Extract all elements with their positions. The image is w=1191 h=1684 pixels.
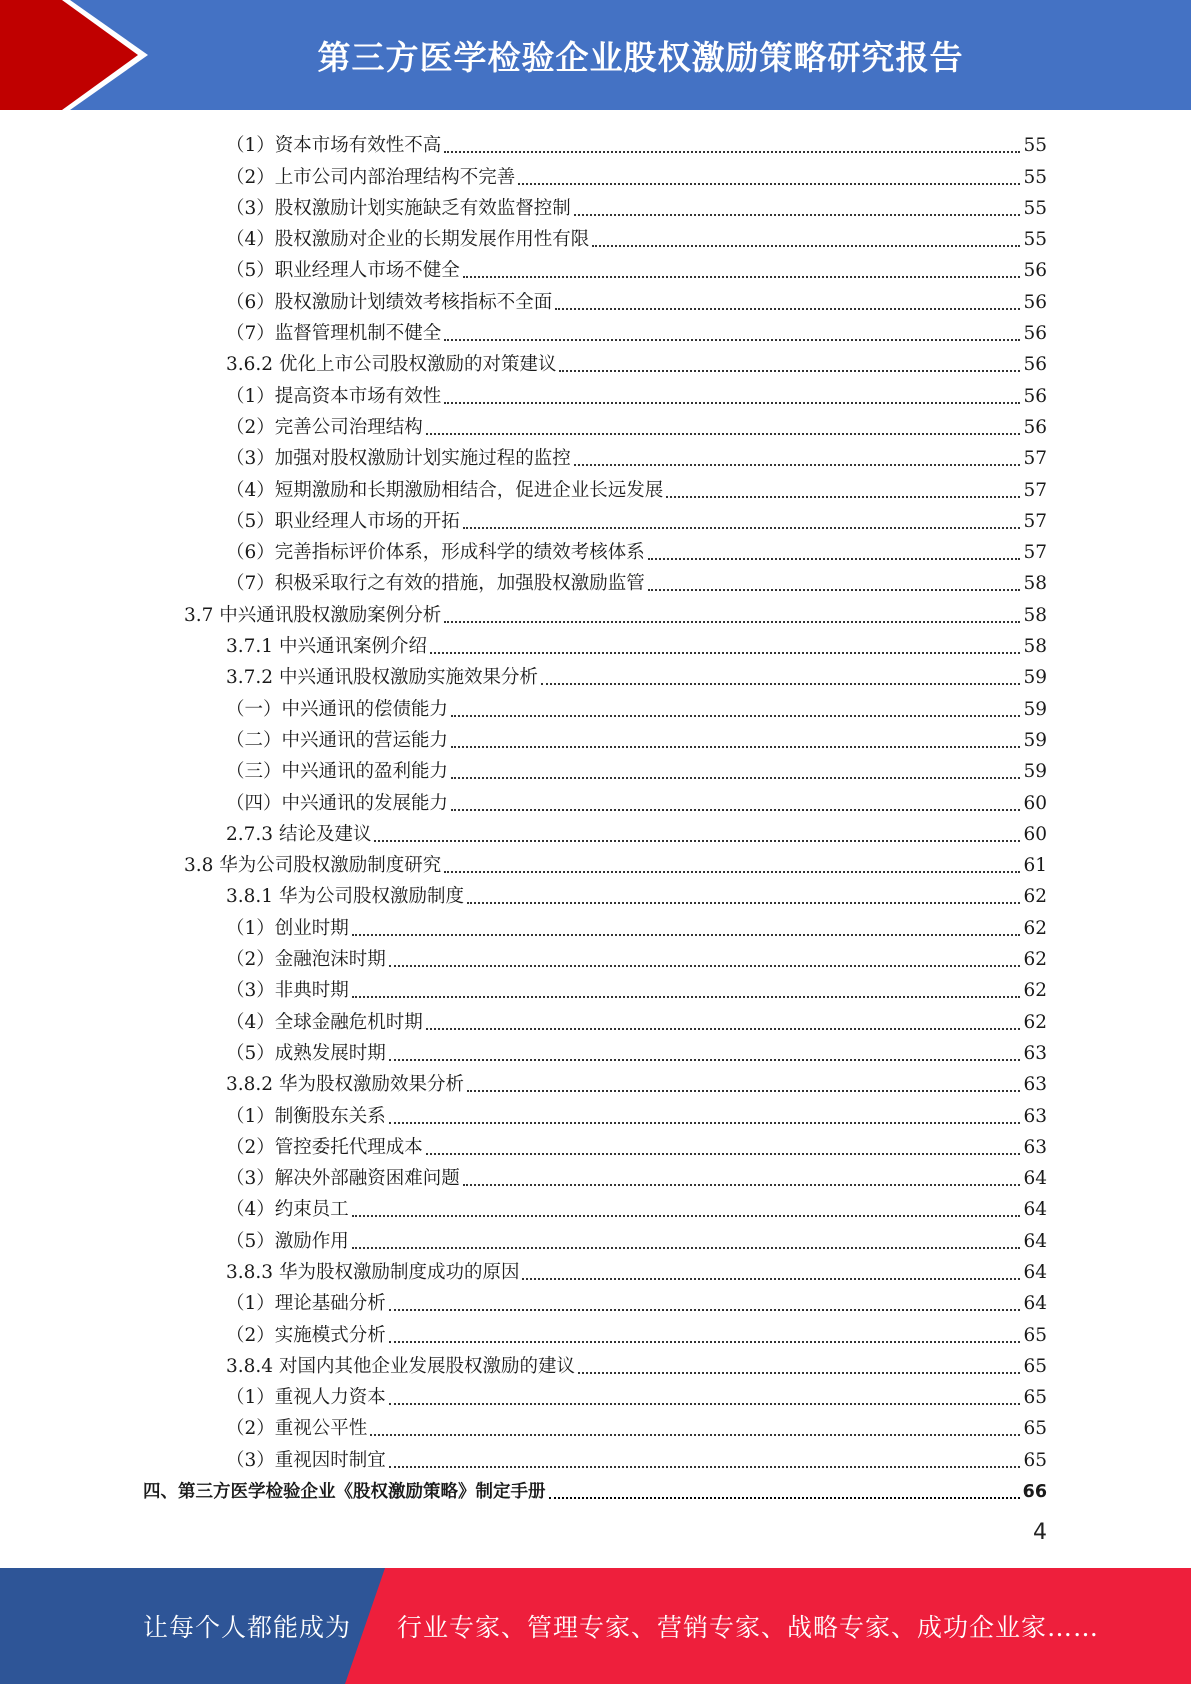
- toc-dot-leader: [426, 1153, 1020, 1155]
- toc-entry[interactable]: [0, 659, 1191, 690]
- toc-entry-page: 63: [1023, 1136, 1047, 1158]
- toc-dot-leader: [451, 715, 1020, 717]
- toc-entry[interactable]: [0, 847, 1191, 878]
- toc-entry[interactable]: [0, 722, 1191, 753]
- toc-entry[interactable]: [0, 565, 1191, 596]
- toc-entry[interactable]: [0, 1441, 1191, 1472]
- toc-entry[interactable]: [0, 1066, 1191, 1097]
- toc-entry-page: 66: [1022, 1482, 1047, 1503]
- toc-entry-page: 57: [1023, 448, 1047, 470]
- toc-dot-leader: [648, 589, 1020, 591]
- toc-dot-leader: [444, 151, 1020, 153]
- toc-dot-leader: [444, 402, 1020, 404]
- toc-entry-page: 64: [1023, 1168, 1047, 1190]
- toc-entry-label: （1）理论基础分析: [226, 1293, 386, 1315]
- toc-dot-leader: [467, 1090, 1020, 1092]
- toc-entry-page: 59: [1023, 729, 1047, 751]
- toc-entry[interactable]: [0, 221, 1191, 252]
- toc-dot-leader: [370, 1434, 1020, 1436]
- toc-entry-page: 64: [1023, 1230, 1047, 1252]
- toc-entry-page: 58: [1023, 604, 1047, 626]
- toc-entry-page: 56: [1023, 354, 1047, 376]
- toc-entry-page: 58: [1023, 636, 1047, 658]
- toc-entry-page: 64: [1023, 1293, 1047, 1315]
- toc-entry-page: 59: [1023, 667, 1047, 689]
- toc-entry[interactable]: [0, 409, 1191, 440]
- toc-entry-page: 55: [1023, 166, 1047, 188]
- toc-entry-label: 2.7.3 结论及建议: [226, 823, 372, 845]
- toc-entry-label: （5）职业经理人市场的开拓: [226, 510, 460, 532]
- toc-entry-page: 64: [1023, 1261, 1047, 1283]
- toc-dot-leader: [389, 965, 1020, 967]
- toc-entry[interactable]: [0, 283, 1191, 314]
- toc-dot-leader: [352, 1215, 1020, 1217]
- toc-entry-page: 55: [1023, 135, 1047, 157]
- toc-dot-leader: [541, 683, 1020, 685]
- toc-entry-label: 3.8.3 华为股权激励制度成功的原因: [226, 1261, 520, 1283]
- toc-entry[interactable]: [0, 503, 1191, 534]
- toc-entry[interactable]: [0, 1191, 1191, 1222]
- toc-entry-label: （2）金融泡沫时期: [226, 949, 386, 971]
- toc-entry[interactable]: [0, 252, 1191, 283]
- toc-entry[interactable]: [0, 190, 1191, 221]
- toc-entry[interactable]: [0, 1160, 1191, 1191]
- toc-entry-label: （3）加强对股权激励计划实施过程的监控: [226, 448, 571, 470]
- toc-entry-page: 59: [1023, 698, 1047, 720]
- toc-entry[interactable]: [0, 534, 1191, 565]
- toc-dot-leader: [578, 1372, 1020, 1374]
- toc-entry-page: 56: [1023, 260, 1047, 282]
- toc-entry[interactable]: [0, 878, 1191, 909]
- toc-entry-label: （7）监督管理机制不健全: [226, 323, 442, 345]
- toc-dot-leader: [451, 777, 1020, 779]
- toc-dot-leader: [463, 1184, 1020, 1186]
- toc-entry-label: （1）重视人力资本: [226, 1387, 386, 1409]
- toc-entry-label: （2）完善公司治理结构: [226, 416, 423, 438]
- toc-entry-label: 四、第三方医学检验企业《股权激励策略》制定手册: [143, 1482, 546, 1503]
- toc-entry-page: 57: [1023, 479, 1047, 501]
- toc-entry[interactable]: [0, 1379, 1191, 1410]
- toc-entry[interactable]: [0, 1285, 1191, 1316]
- toc-entry[interactable]: [0, 377, 1191, 408]
- toc-entry-page: 62: [1023, 1011, 1047, 1033]
- toc-entry-label: （1）提高资本市场有效性: [226, 385, 442, 407]
- footer-slogan-right: 行业专家、管理专家、营销专家、战略专家、成功企业家……: [397, 1613, 1100, 1642]
- toc-entry[interactable]: [0, 596, 1191, 627]
- toc-dot-leader: [389, 1122, 1020, 1124]
- toc-entry-label: （3）非典时期: [226, 980, 349, 1002]
- toc-entry-page: 60: [1023, 792, 1047, 814]
- toc-entry[interactable]: [0, 941, 1191, 972]
- toc-dot-leader: [451, 746, 1020, 748]
- toc-dot-leader: [522, 1278, 1020, 1280]
- toc-dot-leader: [389, 1466, 1020, 1468]
- toc-entry[interactable]: [0, 1473, 1191, 1504]
- toc-entry-page: 62: [1023, 886, 1047, 908]
- toc-dot-leader: [592, 245, 1020, 247]
- toc-entry-label: 3.7 中兴通讯股权激励案例分析: [184, 604, 442, 626]
- toc-entry-page: 62: [1023, 917, 1047, 939]
- toc-entry[interactable]: [0, 1222, 1191, 1253]
- header-banner: [0, 0, 1191, 110]
- toc-entry-page: 60: [1023, 823, 1047, 845]
- toc-dot-leader: [463, 276, 1020, 278]
- toc-entry[interactable]: [0, 1316, 1191, 1347]
- toc-entry-page: 56: [1023, 291, 1047, 313]
- toc-entry[interactable]: [0, 1003, 1191, 1034]
- toc-entry-page: 65: [1023, 1324, 1047, 1346]
- toc-entry-label: （2）上市公司内部治理结构不完善: [226, 166, 516, 188]
- toc-entry-page: 63: [1023, 1074, 1047, 1096]
- toc-dot-leader: [574, 214, 1020, 216]
- toc-entry-page: 63: [1023, 1105, 1047, 1127]
- toc-dot-leader: [426, 433, 1020, 435]
- toc-entry-label: （三）中兴通讯的盈利能力: [226, 761, 449, 783]
- toc-entry-label: （5）激励作用: [226, 1230, 349, 1252]
- toc-entry-page: 55: [1023, 197, 1047, 219]
- toc-dot-leader: [518, 183, 1020, 185]
- toc-entry-page: 57: [1023, 510, 1047, 532]
- toc-dot-leader: [574, 464, 1020, 466]
- toc-entry-label: （四）中兴通讯的发展能力: [226, 792, 449, 814]
- toc-entry-label: （4）股权激励对企业的长期发展作用性有限: [226, 229, 590, 251]
- toc-dot-leader: [444, 871, 1020, 873]
- toc-entry-label: （6）股权激励计划绩效考核指标不全面: [226, 291, 553, 313]
- toc-entry-label: （4）全球金融危机时期: [226, 1011, 423, 1033]
- toc-entry-label: （4）短期激励和长期激励相结合，促进企业长远发展: [226, 479, 664, 501]
- toc-entry[interactable]: [0, 784, 1191, 815]
- toc-entry-label: （1）制衡股东关系: [226, 1105, 386, 1127]
- toc-entry-label: （6）完善指标评价体系，形成科学的绩效考核体系: [226, 542, 645, 564]
- page-number: 4: [1033, 1520, 1047, 1545]
- toc-entry-page: 56: [1023, 385, 1047, 407]
- toc-entry-page: 65: [1023, 1355, 1047, 1377]
- toc-dot-leader: [374, 840, 1020, 842]
- toc-entry[interactable]: [0, 127, 1191, 158]
- toc-dot-leader: [549, 1497, 1021, 1499]
- toc-entry-label: （2）重视公平性: [226, 1418, 368, 1440]
- toc-entry-page: 58: [1023, 573, 1047, 595]
- toc-entry-page: 56: [1023, 416, 1047, 438]
- toc-entry-label: （5）成熟发展时期: [226, 1042, 386, 1064]
- toc-entry[interactable]: [0, 1129, 1191, 1160]
- document-title: 第三方医学检验企业股权激励策略研究报告: [317, 37, 964, 77]
- toc-dot-leader: [389, 1059, 1020, 1061]
- toc-entry-page: 61: [1023, 855, 1047, 877]
- toc-entry-label: 3.6.2 优化上市公司股权激励的对策建议: [226, 354, 557, 376]
- toc-entry-label: （2）实施模式分析: [226, 1324, 386, 1346]
- toc-dot-leader: [444, 621, 1020, 623]
- toc-entry[interactable]: [0, 909, 1191, 940]
- toc-entry-page: 65: [1023, 1449, 1047, 1471]
- toc-entry-label: （5）职业经理人市场不健全: [226, 260, 460, 282]
- toc-dot-leader: [426, 1028, 1020, 1030]
- toc-dot-leader: [430, 652, 1020, 654]
- toc-entry-label: 3.8.1 华为公司股权激励制度: [226, 886, 464, 908]
- toc-entry[interactable]: [0, 816, 1191, 847]
- toc-entry-label: 3.8.4 对国内其他企业发展股权激励的建议: [226, 1355, 575, 1377]
- toc-entry-page: 57: [1023, 542, 1047, 564]
- toc-dot-leader: [648, 558, 1020, 560]
- toc-entry[interactable]: [0, 753, 1191, 784]
- toc-entry[interactable]: [0, 1097, 1191, 1128]
- toc-dot-leader: [352, 1247, 1020, 1249]
- toc-entry-label: （一）中兴通讯的偿债能力: [226, 698, 449, 720]
- toc-dot-leader: [451, 809, 1020, 811]
- toc-entry-label: （7）积极采取行之有效的措施，加强股权激励监管: [226, 573, 645, 595]
- toc-dot-leader: [352, 996, 1020, 998]
- toc-dot-leader: [559, 370, 1020, 372]
- toc-entry[interactable]: [0, 1254, 1191, 1285]
- toc-dot-leader: [463, 527, 1020, 529]
- toc-entry[interactable]: [0, 346, 1191, 377]
- toc-entry[interactable]: [0, 315, 1191, 346]
- toc-entry-label: （3）解决外部融资困难问题: [226, 1168, 460, 1190]
- toc-entry[interactable]: [0, 628, 1191, 659]
- toc-entry[interactable]: [0, 1410, 1191, 1441]
- toc-entry[interactable]: [0, 1348, 1191, 1379]
- chevron-arrow-icon: [0, 0, 160, 110]
- toc-entry-page: 55: [1023, 229, 1047, 251]
- toc-entry[interactable]: [0, 471, 1191, 502]
- toc-entry-page: 56: [1023, 323, 1047, 345]
- toc-entry-page: 59: [1023, 761, 1047, 783]
- toc-entry-label: 3.7.2 中兴通讯股权激励实施效果分析: [226, 667, 538, 689]
- toc-dot-leader: [444, 339, 1020, 341]
- toc-entry[interactable]: [0, 690, 1191, 721]
- toc-entry-label: （2）管控委托代理成本: [226, 1136, 423, 1158]
- toc-entry[interactable]: [0, 440, 1191, 471]
- toc-dot-leader: [389, 1309, 1020, 1311]
- toc-dot-leader: [467, 902, 1020, 904]
- toc-entry-label: 3.7.1 中兴通讯案例介绍: [226, 636, 427, 658]
- toc-entry-label: （1）资本市场有效性不高: [226, 135, 442, 157]
- toc-dot-leader: [555, 308, 1020, 310]
- toc-entry-label: （4）约束员工: [226, 1199, 349, 1221]
- toc-entry-label: 3.8.2 华为股权激励效果分析: [226, 1074, 464, 1096]
- toc-entry-label: （1）创业时期: [226, 917, 349, 939]
- toc-entry-page: 64: [1023, 1199, 1047, 1221]
- toc-entry-label: 3.8 华为公司股权激励制度研究: [184, 855, 442, 877]
- footer-banner: [0, 1568, 1191, 1684]
- toc-entry-page: 63: [1023, 1042, 1047, 1064]
- toc-entry[interactable]: [0, 1035, 1191, 1066]
- toc-entry-page: 65: [1023, 1418, 1047, 1440]
- toc-entry-label: （二）中兴通讯的营运能力: [226, 729, 449, 751]
- toc-entry-page: 62: [1023, 980, 1047, 1002]
- toc-dot-leader: [352, 934, 1020, 936]
- toc-entry-page: 62: [1023, 949, 1047, 971]
- toc-dot-leader: [389, 1341, 1020, 1343]
- toc-entry[interactable]: [0, 972, 1191, 1003]
- footer-slogan-left: 让每个人都能成为: [143, 1613, 352, 1642]
- toc-entry-page: 65: [1023, 1387, 1047, 1409]
- toc-dot-leader: [389, 1403, 1020, 1405]
- toc-entry[interactable]: [0, 158, 1191, 189]
- toc-entry-label: （3）股权激励计划实施缺乏有效监督控制: [226, 197, 571, 219]
- toc-entry-label: （3）重视因时制宜: [226, 1449, 386, 1471]
- table-of-contents: [0, 127, 1191, 1504]
- toc-dot-leader: [666, 496, 1020, 498]
